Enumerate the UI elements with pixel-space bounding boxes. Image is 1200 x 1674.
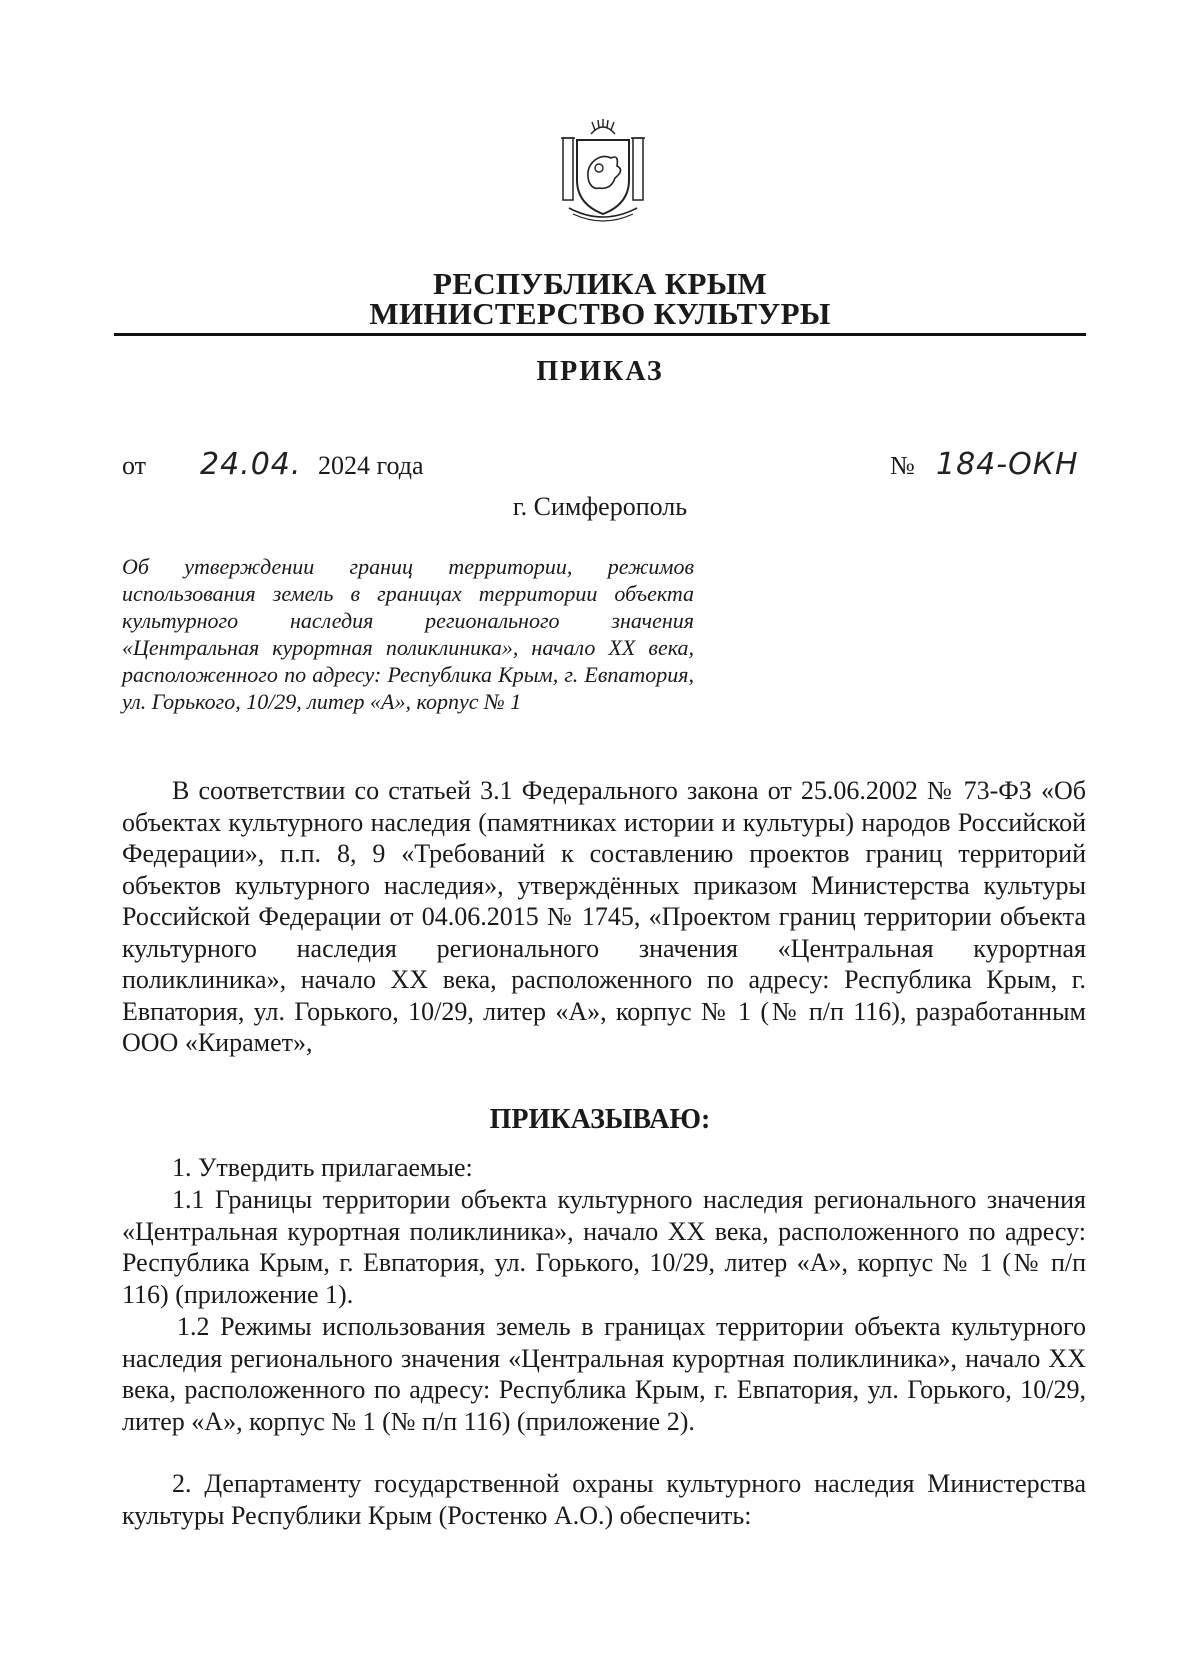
ministry-title: МИНИСТЕРСТВО КУЛЬТУРЫ [369, 296, 831, 331]
order-subject: Об утверждении границ территории, режимов использования земель в границах территории объекта культурного наследия регионального значения «Центральная курортная поликлиника», начало XX века, расположенного по адресу: Республика Крым, г. Евпатория, ул. Горького, 10/29, литер «А», корпус № 1 [122, 554, 694, 714]
date-prefix: от [122, 451, 147, 480]
number-prefix: № [890, 451, 915, 480]
order-number [890, 447, 1079, 482]
region-title: РЕСПУБЛИКА КРЫМ [432, 266, 768, 301]
preamble-paragraph: В соответствии со статьей 3.1 Федерального закона от 25.06.2002 № 73-ФЗ «Об объектах культурного наследия (памятниках истории и культуры) народов Российской Федерации», п.п. 8, 9 «Требований к составлению проектов границ территорий объектов культурного наследия», утверждённых приказом Министерства культуры Российской Федерации от 04.06.2015 № 1745, «Проектом границ территории объекта культурного наследия регионального значения «Центральная курортная поликлиника», начало XX века, расположенного по адресу: Республика Крым, г. Евпатория, ул. Горького, 10/29, литер «А», корпус № 1 (№ п/п 116), разработанным ООО «Кирамет», [122, 776, 1086, 1057]
order-date [122, 447, 424, 482]
handwritten-date: 24.04. [200, 447, 302, 482]
city-line: г. Симферополь [512, 492, 688, 521]
item-1: 1. Утвердить прилагаемые: [172, 1153, 473, 1182]
decree-heading: ПРИКАЗЫВАЮ: [489, 1104, 711, 1135]
item-1-2: 1.2 Режимы использования земель в границах территории объекта культурного наследия регионального значения «Центральная курортная поликлиника», начало XX века, расположенного по адресу: Республика Крым, г. Евпатория, ул. Горького, 10/29, литер «А», корпус № 1 (№ п/п 116) (приложение 2). [122, 1312, 1086, 1436]
document-type-title: ПРИКАЗ [536, 356, 664, 387]
coat-of-arms-icon [555, 118, 651, 226]
header-divider [114, 333, 1086, 336]
handwritten-number: 184-ОКН [936, 447, 1079, 482]
printed-year: 2024 года [318, 451, 424, 480]
item-1-1: 1.1 Границы территории объекта культурного наследия регионального значения «Центральная курортная поликлиника», начало XX века, расположенного по адресу: Республика Крым, г. Евпатория, ул. Горького, 10/29, литер «А», корпус № 1 (№ п/п 116) (приложение 1). [122, 1185, 1086, 1309]
item-2: 2. Департаменту государственной охраны культурного наследия Министерства культуры Республики Крым (Ростенко А.О.) обеспечить: [122, 1469, 1086, 1530]
